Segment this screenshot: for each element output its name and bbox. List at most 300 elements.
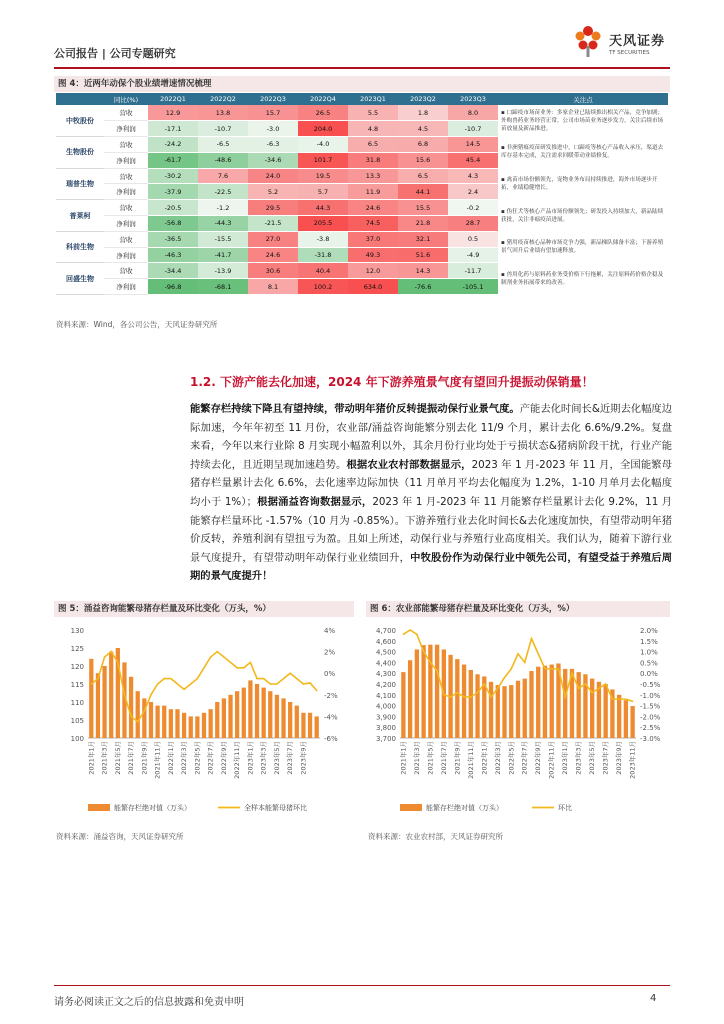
table-header-row bbox=[56, 93, 668, 105]
legend-bar-label: 能繁存栏绝对值（万头） bbox=[114, 804, 191, 812]
value-cell: -76.6 bbox=[398, 279, 448, 295]
value-cell: 15.5 bbox=[398, 200, 448, 216]
legend-line-label: 全样本能繁母猪环比 bbox=[244, 804, 307, 812]
value-cell: 11.9 bbox=[348, 184, 398, 200]
line-point bbox=[585, 683, 587, 685]
bar bbox=[563, 669, 567, 738]
value-cell: -20.5 bbox=[148, 200, 198, 216]
line-point bbox=[144, 710, 146, 712]
value-cell: -1.2 bbox=[198, 200, 248, 216]
value-cell: 15.7 bbox=[248, 105, 298, 121]
x-axis-tick: 2021年3月 bbox=[100, 741, 109, 775]
line-point bbox=[157, 683, 159, 685]
logo-english-name: TF SECURITIES bbox=[609, 50, 650, 56]
line-point bbox=[177, 683, 179, 685]
value-cell: 6.8 bbox=[398, 137, 448, 153]
performance-table bbox=[56, 93, 668, 295]
line-point bbox=[124, 694, 126, 696]
company-name-cell: 中牧股份 bbox=[56, 105, 104, 137]
bar bbox=[235, 691, 239, 738]
line-point bbox=[463, 696, 465, 698]
x-axis-tick: 2022年3月 bbox=[180, 741, 189, 775]
line-point bbox=[110, 651, 112, 653]
bar bbox=[536, 667, 540, 738]
line-point bbox=[430, 662, 432, 664]
line-point bbox=[618, 698, 620, 700]
line-point bbox=[283, 678, 285, 680]
value-cell: -30.2 bbox=[148, 168, 198, 184]
x-axis-tick: 2023年3月 bbox=[259, 741, 268, 775]
right-axis-tick: 1.5% bbox=[640, 637, 658, 646]
line-point bbox=[578, 688, 580, 690]
left-axis-tick: 4,000 bbox=[375, 702, 396, 711]
company-name-cell: 生物股份 bbox=[56, 137, 104, 169]
line-point bbox=[443, 694, 445, 696]
table-row bbox=[56, 168, 668, 184]
table-header-cell: 2023Q2 bbox=[398, 93, 448, 105]
table-header-cell: 同比(%) bbox=[104, 93, 148, 105]
value-cell: -24.2 bbox=[148, 137, 198, 153]
para-text-b: 2023 年 1 月-2023 年 11 月，全国能繁母猪存栏量累计去化 6.6%，去化速率边际加快（11 月单月平均去化幅度为 1.2%，1-10 月单月去化幅度均小于 1%）； bbox=[190, 458, 673, 508]
table-header-cell: 2022Q4 bbox=[298, 93, 348, 105]
x-axis-tick: 2023年1月 bbox=[246, 741, 255, 775]
bar bbox=[255, 684, 259, 738]
value-cell: 74.5 bbox=[348, 216, 398, 232]
right-axis-tick: 1.0% bbox=[640, 648, 658, 657]
value-cell: 8.0 bbox=[448, 105, 498, 121]
value-cell: 27.0 bbox=[248, 231, 298, 247]
para-text-a: 产能去化时间长&近期去化幅度边际加速，今年年初至 11 月份，农业部/涌益咨询能繁分别去化 11/9 个月，累计去化 6.6%/9.2%。复盘来看，今年以来行业除 8 月实现小幅盈利以外，其余月份行业均处于亏损状态&猪病阶段干扰，行业产能持续去化，且近期呈现加速趋势。 bbox=[190, 403, 672, 471]
value-cell: 44.1 bbox=[398, 184, 448, 200]
bar bbox=[175, 709, 179, 738]
value-cell: 7.6 bbox=[198, 168, 248, 184]
table-row bbox=[56, 263, 668, 279]
value-cell: 4.3 bbox=[448, 168, 498, 184]
x-axis-tick: 2022年3月 bbox=[493, 741, 502, 775]
line-point bbox=[130, 716, 132, 718]
value-cell: 21.8 bbox=[398, 216, 448, 232]
x-axis-tick: 2021年7月 bbox=[127, 741, 136, 775]
value-cell: 24.0 bbox=[248, 168, 298, 184]
logo bbox=[571, 22, 689, 64]
para-bold-moa: 根据农业农村部数据显示， bbox=[346, 458, 472, 471]
bar bbox=[421, 645, 425, 738]
right-axis-tick: -6% bbox=[324, 735, 338, 743]
bar bbox=[415, 649, 419, 738]
value-cell: 32.1 bbox=[398, 231, 448, 247]
right-axis-tick: 0.5% bbox=[640, 659, 658, 668]
line-point bbox=[564, 696, 566, 698]
x-axis-tick: 2023年3月 bbox=[574, 741, 583, 775]
value-cell: 5.5 bbox=[348, 105, 398, 121]
company-name-cell: 瑞普生物 bbox=[56, 168, 104, 200]
left-axis-tick: 3,800 bbox=[375, 724, 396, 733]
line-point bbox=[309, 682, 311, 684]
footer-rule bbox=[54, 985, 670, 986]
right-axis-tick: -2% bbox=[324, 691, 338, 700]
bar bbox=[475, 674, 479, 738]
value-cell: -48.6 bbox=[198, 152, 248, 168]
right-axis-tick: -0.5% bbox=[640, 681, 661, 689]
left-axis-tick: 130 bbox=[70, 627, 84, 635]
bar bbox=[149, 702, 153, 738]
table-header-cell: 2022Q3 bbox=[248, 93, 298, 105]
x-axis-tick: 2022年7月 bbox=[206, 741, 215, 775]
value-cell: -56.8 bbox=[148, 216, 198, 232]
bar bbox=[209, 709, 213, 738]
metric-cell: 净利润 bbox=[104, 247, 148, 263]
line-point bbox=[269, 683, 271, 685]
line-point bbox=[170, 678, 172, 680]
bar bbox=[215, 702, 219, 738]
line-point bbox=[632, 700, 634, 702]
value-cell: 634.0 bbox=[348, 279, 398, 295]
line-point bbox=[423, 651, 425, 653]
para-bold-yongyi: 根据涌益咨询数据显示， bbox=[256, 495, 373, 508]
value-cell: 15.6 bbox=[398, 152, 448, 168]
value-cell: 6.5 bbox=[398, 168, 448, 184]
value-cell: -31.8 bbox=[298, 247, 348, 263]
bar bbox=[301, 713, 305, 738]
table-row bbox=[56, 105, 668, 121]
value-cell: -3.0 bbox=[248, 121, 298, 137]
bar bbox=[590, 679, 594, 738]
value-cell: -34.4 bbox=[148, 263, 198, 279]
x-axis-tick: 2021年11月 bbox=[466, 741, 475, 779]
figure4-source: 资料来源：Wind，各公司公告，天风证券研究所 bbox=[56, 320, 218, 329]
value-cell: 44.3 bbox=[298, 200, 348, 216]
bar bbox=[577, 672, 581, 738]
figure5-caption: 图 5：涌益咨询能繁母猪存栏量及环比变化（万头，%） bbox=[54, 601, 354, 617]
x-axis-tick: 2023年11月 bbox=[628, 741, 637, 779]
figure5-source: 资料来源：涌益咨询，天风证券研究所 bbox=[56, 832, 184, 841]
line-point bbox=[612, 698, 614, 700]
bar bbox=[543, 666, 547, 738]
x-axis-tick: 2023年1月 bbox=[561, 741, 570, 775]
line-point bbox=[137, 721, 139, 723]
bar bbox=[469, 670, 473, 738]
value-cell: -96.8 bbox=[148, 279, 198, 295]
line-point bbox=[303, 683, 305, 685]
x-axis-tick: 2023年9月 bbox=[615, 741, 624, 775]
x-axis-tick: 2021年9月 bbox=[140, 741, 149, 775]
line-point bbox=[457, 692, 459, 694]
x-axis-tick: 2023年5月 bbox=[272, 741, 281, 775]
logo-flower-icon bbox=[571, 22, 605, 58]
bar bbox=[169, 709, 173, 738]
value-cell: -37.9 bbox=[148, 184, 198, 200]
line-point bbox=[409, 629, 411, 631]
value-cell: 12.9 bbox=[148, 105, 198, 121]
value-cell: -22.5 bbox=[198, 184, 248, 200]
x-axis-tick: 2021年1月 bbox=[399, 741, 408, 775]
line-point bbox=[250, 662, 252, 664]
line-point bbox=[524, 662, 526, 664]
bar bbox=[617, 695, 621, 738]
x-axis-tick: 2021年3月 bbox=[412, 741, 421, 775]
value-cell: 12.0 bbox=[348, 263, 398, 279]
value-cell: 2.4 bbox=[448, 184, 498, 200]
right-axis-tick: 4% bbox=[324, 627, 336, 635]
line-point bbox=[625, 698, 627, 700]
line-point bbox=[91, 683, 93, 685]
bar bbox=[624, 700, 628, 738]
x-axis-tick: 2022年1月 bbox=[480, 741, 489, 775]
summary-cell: ▪ 兽用化药与原料药业务受价格下行拖累，关注原料药价格企稳及制剂业务拓展带来的改善。 bbox=[498, 263, 668, 295]
value-cell: -10.7 bbox=[448, 121, 498, 137]
metric-cell: 营收 bbox=[104, 263, 148, 279]
table-row bbox=[56, 137, 668, 153]
line-point bbox=[263, 678, 265, 680]
x-axis-tick: 2023年7月 bbox=[286, 741, 295, 775]
left-axis-tick: 4,400 bbox=[375, 659, 396, 668]
value-cell: 45.4 bbox=[448, 152, 498, 168]
metric-cell: 营收 bbox=[104, 168, 148, 184]
right-axis-tick: -1.5% bbox=[640, 702, 661, 711]
line-point bbox=[117, 662, 119, 664]
bar bbox=[408, 660, 412, 738]
bar bbox=[102, 666, 106, 738]
legend-bar-swatch bbox=[88, 804, 110, 811]
section-paragraph bbox=[190, 400, 672, 586]
table-row bbox=[56, 200, 668, 216]
left-axis-tick: 110 bbox=[70, 699, 84, 707]
value-cell: 26.5 bbox=[298, 105, 348, 121]
line-point bbox=[210, 656, 212, 658]
bar bbox=[129, 677, 133, 738]
bar bbox=[516, 681, 520, 738]
left-axis-tick: 4,500 bbox=[375, 648, 396, 657]
value-cell: 29.5 bbox=[248, 200, 298, 216]
line-point bbox=[163, 678, 165, 680]
value-cell: 37.0 bbox=[348, 231, 398, 247]
value-cell: 19.5 bbox=[298, 168, 348, 184]
summary-cell: ▪ 猪用疫苗核心品种市场竞争力强，新品梯队储备丰富；下游养殖景气回升后业绩有望加速释放。 bbox=[498, 231, 668, 263]
value-cell: -4.9 bbox=[448, 247, 498, 263]
bar bbox=[523, 679, 527, 738]
line-point bbox=[256, 678, 258, 680]
figure5-chart bbox=[54, 620, 354, 822]
value-cell: -4.0 bbox=[298, 137, 348, 153]
table-header-cell: 2023Q1 bbox=[348, 93, 398, 105]
value-cell: -68.1 bbox=[198, 279, 248, 295]
left-axis-tick: 100 bbox=[70, 735, 84, 743]
value-cell: -34.6 bbox=[248, 152, 298, 168]
line-point bbox=[504, 677, 506, 679]
value-cell: -3.8 bbox=[298, 231, 348, 247]
bar bbox=[597, 682, 601, 738]
logo-chinese-name: 天风证券 bbox=[609, 34, 666, 49]
bar bbox=[202, 713, 206, 738]
table-header-cell: 2023Q3 bbox=[448, 93, 498, 105]
section-title: 1.2. 下游产能去化加速，2024 年下游养殖景气度有望回升提振动保销量！ bbox=[190, 375, 594, 389]
value-cell: 101.7 bbox=[298, 152, 348, 168]
table-header-cell: 2022Q1 bbox=[148, 93, 198, 105]
x-axis-tick: 2021年5月 bbox=[113, 741, 122, 775]
bar bbox=[509, 685, 513, 738]
line-point bbox=[497, 688, 499, 690]
bar bbox=[288, 702, 292, 738]
left-axis-tick: 4,700 bbox=[375, 627, 396, 635]
summary-cell: ▪ 禽苗市场份额领先，宠物业务布局持续推进，海外市场逐步开拓，业绩稳健增长。 bbox=[498, 168, 668, 200]
left-axis-tick: 4,100 bbox=[375, 691, 396, 700]
line-point bbox=[551, 668, 553, 670]
line-point bbox=[150, 694, 152, 696]
footer-disclaimer: 请务必阅读正文之后的信息披露和免责申明 bbox=[54, 997, 244, 1008]
left-axis-tick: 4,200 bbox=[375, 681, 396, 689]
right-axis-tick: -2.0% bbox=[640, 713, 661, 722]
value-cell: 8.1 bbox=[248, 279, 298, 295]
value-cell: 5.7 bbox=[298, 184, 348, 200]
x-axis-tick: 2022年11月 bbox=[547, 741, 556, 779]
line-point bbox=[490, 696, 492, 698]
value-cell: -21.5 bbox=[248, 216, 298, 232]
table-header-blank bbox=[56, 93, 104, 105]
value-cell: 4.5 bbox=[398, 121, 448, 137]
value-cell: 0.5 bbox=[448, 231, 498, 247]
bar bbox=[308, 713, 312, 738]
value-cell: 30.6 bbox=[248, 263, 298, 279]
right-axis-tick: 2.0% bbox=[640, 627, 658, 635]
bar bbox=[550, 665, 554, 738]
table-header-cell: 2022Q2 bbox=[198, 93, 248, 105]
bar bbox=[195, 716, 199, 738]
metric-cell: 营收 bbox=[104, 137, 148, 153]
value-cell: 40.4 bbox=[298, 263, 348, 279]
line-point bbox=[104, 656, 106, 658]
bar bbox=[96, 673, 100, 738]
line-point bbox=[190, 683, 192, 685]
value-cell: 49.3 bbox=[348, 247, 398, 263]
value-cell: 6.5 bbox=[348, 137, 398, 153]
line-point bbox=[598, 688, 600, 690]
right-axis-tick: -1.0% bbox=[640, 691, 661, 700]
value-cell: 205.5 bbox=[298, 216, 348, 232]
line-point bbox=[510, 668, 512, 670]
left-axis-tick: 115 bbox=[70, 681, 84, 689]
line-point bbox=[276, 683, 278, 685]
right-axis-tick: -4% bbox=[324, 713, 338, 722]
line-point bbox=[470, 696, 472, 698]
value-cell: -6.3 bbox=[248, 137, 298, 153]
metric-cell: 营收 bbox=[104, 231, 148, 247]
line-point bbox=[605, 683, 607, 685]
line-point bbox=[544, 668, 546, 670]
value-cell: -17.1 bbox=[148, 121, 198, 137]
legend-line-label: 环比 bbox=[558, 804, 572, 812]
right-axis-tick: 0.0% bbox=[640, 670, 658, 679]
bar bbox=[435, 645, 439, 738]
x-axis-tick: 2023年9月 bbox=[299, 741, 308, 775]
x-axis-tick: 2021年5月 bbox=[426, 741, 435, 775]
line-point bbox=[531, 638, 533, 640]
line-point bbox=[289, 672, 291, 674]
x-axis-tick: 2022年9月 bbox=[534, 741, 543, 775]
x-axis-tick: 2021年1月 bbox=[87, 741, 96, 775]
summary-cell: ▪ 非洲猪瘟疫苗研发推进中，口蹄疫等核心产品收入承压，渠道去库存基本完成，关注需求回暖带动业绩修复。 bbox=[498, 137, 668, 169]
line-point bbox=[243, 667, 245, 669]
value-cell: -15.5 bbox=[198, 231, 248, 247]
left-axis-tick: 3,900 bbox=[375, 713, 396, 722]
value-cell: -0.2 bbox=[448, 200, 498, 216]
value-cell: 204.0 bbox=[298, 121, 348, 137]
metric-cell: 净利润 bbox=[104, 121, 148, 137]
line-point bbox=[97, 678, 99, 680]
left-axis-tick: 125 bbox=[70, 645, 84, 653]
line-point bbox=[296, 678, 298, 680]
x-axis-tick: 2021年7月 bbox=[439, 741, 448, 775]
bar bbox=[462, 665, 466, 738]
bar bbox=[401, 672, 405, 738]
x-axis-tick: 2022年9月 bbox=[219, 741, 228, 775]
bar bbox=[242, 688, 246, 738]
bar bbox=[228, 695, 232, 738]
page-number: 4 bbox=[650, 993, 657, 1004]
metric-cell: 营收 bbox=[104, 105, 148, 121]
left-axis-tick: 4,600 bbox=[375, 637, 396, 646]
value-cell: 31.8 bbox=[348, 152, 398, 168]
table-header-cell: 关注点 bbox=[498, 93, 668, 105]
metric-cell: 净利润 bbox=[104, 184, 148, 200]
value-cell: 5.2 bbox=[248, 184, 298, 200]
line-point bbox=[203, 667, 205, 669]
summary-cell: ▪ 伪狂犬等核心产品市场份额领先；研发投入持续加大，新品陆续获批，关注非瘟疫苗进展。 bbox=[498, 200, 668, 232]
value-cell: 13.3 bbox=[348, 168, 398, 184]
line-point bbox=[483, 683, 485, 685]
bar bbox=[315, 716, 319, 738]
line-point bbox=[450, 696, 452, 698]
bar bbox=[489, 682, 493, 738]
value-cell: 51.6 bbox=[398, 247, 448, 263]
line-point bbox=[436, 670, 438, 672]
right-axis-tick: -2.5% bbox=[640, 724, 661, 733]
company-name-cell: 科前生物 bbox=[56, 231, 104, 263]
x-axis-tick: 2022年5月 bbox=[193, 741, 202, 775]
summary-cell: ▪ 口蹄疫市场苗业务：多家企业已陆续推出相关产品，竞争加剧；外购兽药业务经营正常，公司市场苗业务逐步发力，关注后续市场苗放量及新品推进。 bbox=[498, 105, 668, 137]
bar bbox=[496, 685, 500, 738]
report-header-title: 公司报告 | 公司专题研究 bbox=[54, 47, 176, 60]
left-axis-tick: 105 bbox=[70, 717, 84, 725]
value-cell: -105.1 bbox=[448, 279, 498, 295]
bar bbox=[604, 684, 608, 738]
line-point bbox=[477, 692, 479, 694]
value-cell: -61.7 bbox=[148, 152, 198, 168]
bar bbox=[262, 688, 266, 738]
para-lead-bold: 能繁存栏持续下降且有望持续，带动明年猪价反转提振动保行业景气度。 bbox=[190, 403, 520, 415]
value-cell: 1.8 bbox=[398, 105, 448, 121]
line-point bbox=[416, 634, 418, 636]
bar bbox=[136, 691, 140, 738]
x-axis-tick: 2021年9月 bbox=[453, 741, 462, 775]
bar bbox=[275, 695, 279, 738]
value-cell: 14.3 bbox=[398, 263, 448, 279]
right-axis-tick: 2% bbox=[324, 648, 336, 657]
value-cell: -10.7 bbox=[198, 121, 248, 137]
bar bbox=[281, 698, 285, 738]
x-axis-tick: 2023年7月 bbox=[601, 741, 610, 775]
bar bbox=[248, 680, 252, 738]
bar bbox=[222, 698, 226, 738]
line-point bbox=[316, 690, 318, 692]
value-cell: 14.5 bbox=[448, 137, 498, 153]
value-cell: 4.8 bbox=[348, 121, 398, 137]
value-cell: -13.9 bbox=[198, 263, 248, 279]
left-axis-tick: 3,700 bbox=[375, 735, 396, 743]
x-axis-tick: 2023年5月 bbox=[588, 741, 597, 775]
x-axis-tick: 2022年7月 bbox=[520, 741, 529, 775]
x-axis-tick: 2022年11月 bbox=[233, 741, 242, 779]
line-point bbox=[517, 653, 519, 655]
